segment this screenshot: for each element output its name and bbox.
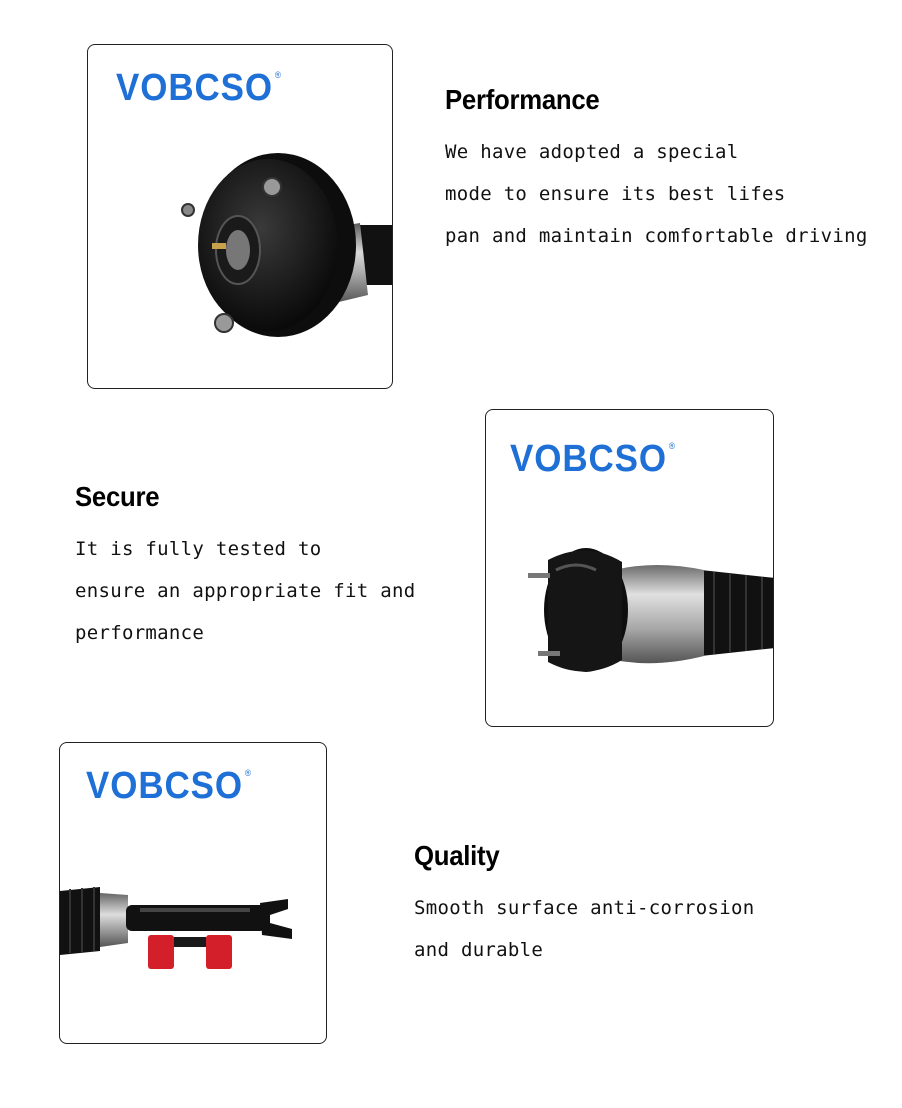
section-text-quality <box>414 887 754 971</box>
product-image-card-shock-rod <box>59 742 327 1044</box>
text-line: and durable <box>414 939 544 961</box>
text-line: Smooth surface anti-corrosion <box>414 897 755 919</box>
air-spring-side-icon <box>486 410 774 727</box>
shock-absorber-rod-icon <box>60 743 327 1044</box>
text-line: performance <box>75 622 205 644</box>
section-heading-secure: Secure <box>75 481 160 512</box>
registered-mark: ® <box>668 441 676 451</box>
section-heading-performance: Performance <box>445 84 600 115</box>
brand-logo-text: VOBCSO <box>116 67 274 109</box>
text-line: It is fully tested to <box>75 538 322 560</box>
product-image-card-air-spring <box>485 409 774 727</box>
brand-logo-text: VOBCSO <box>86 765 244 807</box>
text-line: ensure an appropriate fit and <box>75 580 416 602</box>
text-line: pan and maintain comfortable driving <box>445 225 868 247</box>
text-line: mode to ensure its best lifes <box>445 183 786 205</box>
product-image-card-top-mount <box>87 44 393 389</box>
text-line: We have adopted a special <box>445 141 739 163</box>
section-text-performance <box>445 131 868 257</box>
brand-logo-text: VOBCSO <box>510 438 668 480</box>
air-strut-top-mount-icon <box>88 45 393 389</box>
registered-mark: ® <box>244 768 252 778</box>
section-heading-quality: Quality <box>414 840 500 871</box>
registered-mark: ® <box>274 70 282 80</box>
section-text-secure <box>75 528 415 654</box>
